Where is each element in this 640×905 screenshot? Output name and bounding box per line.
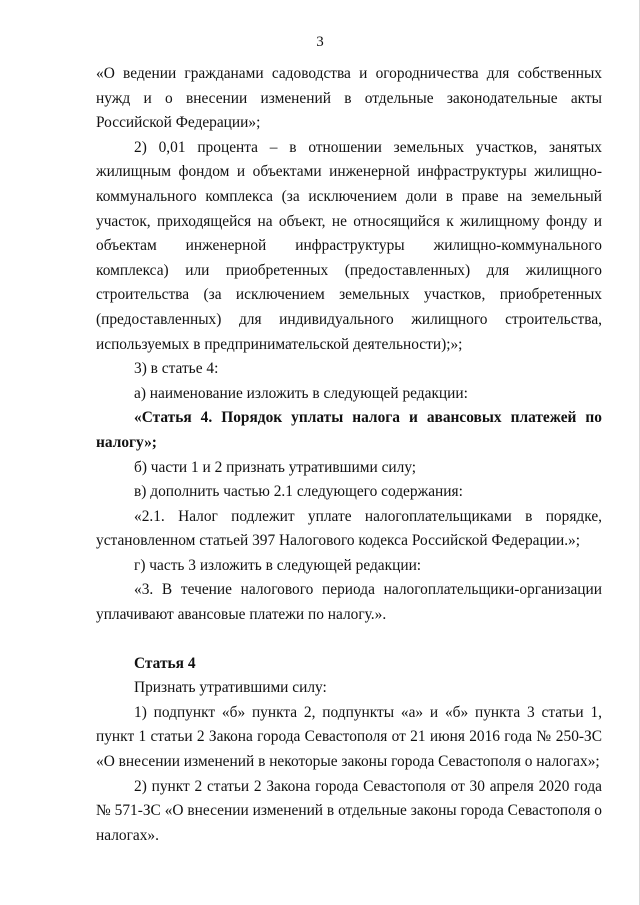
paragraph-article-4-new-title: «Статья 4. Порядок уплаты налога и авансовых платежей по налогу»;	[96, 409, 602, 451]
paragraph-item-2: 2) 0,01 процента – в отношении земельных участков, занятых жилищным фондом и объектами инженерной инфраструктуры жилищно-коммунального комплекса (за исключением доли в праве на земельный участок, приходящейся на объект, не относящийся к жилищному фонду и объектам инженерной инфраструктуры жилищно-коммунального комплекса) или приобретенных (предоставленных) для жилищного строительства (за исключением земельных участков, приобретенных (предоставленных) для индивидуального жилищного строительства, используемых в предпринимательской деятельности);»;	[96, 138, 602, 353]
paragraph-subitem-g: г) часть 3 изложить в следующей редакции:	[134, 556, 422, 574]
paragraph-repeal-item-2: 2) пункт 2 статьи 2 Закона города Севастополя от 30 апреля 2020 года № 571-ЗС «О внесении изменений в отдельные законы города Севастополя о налогах».	[96, 777, 602, 844]
article-4-heading: Статья 4	[134, 654, 196, 672]
paragraph-repeal-intro: Признать утратившими силу:	[134, 679, 327, 697]
paragraph-repeal-item-1: 1) подпункт «б» пункта 2, подпункты «а» и «б» пункта 3 статьи 1, пункт 1 статьи 2 Закона города Севастополя от 21 июня 2016 года № 250-ЗС «О внесении изменений в некоторые законы города Севастополя о налогах»;	[96, 703, 602, 771]
document-body	[96, 62, 602, 848]
page-number: 3	[316, 34, 324, 50]
paragraph-subitem-a: а) наименование изложить в следующей редакции:	[134, 384, 468, 402]
paragraph-subitem-v: в) дополнить частью 2.1 следующего содержания:	[134, 483, 463, 501]
paragraph-item-3: 3) в статье 4:	[134, 360, 219, 378]
paragraph-part-3: «3. В течение налогового периода налогоплательщики-организации уплачивают авансовые платежи по налогу.».	[96, 581, 602, 624]
paragraph-part-2-1: «2.1. Налог подлежит уплате налогоплательщиками в порядке, установленном статьей 397 Налогового кодекса Российской Федерации.»;	[96, 507, 602, 550]
paragraph-law-title-continuation: «О ведении гражданами садоводства и огородничества для собственных нужд и о внесении изменений в отдельные законодательные акты Российской Федерации»;	[96, 65, 602, 132]
paragraph-subitem-b: б) части 1 и 2 признать утратившими силу;	[134, 458, 417, 476]
